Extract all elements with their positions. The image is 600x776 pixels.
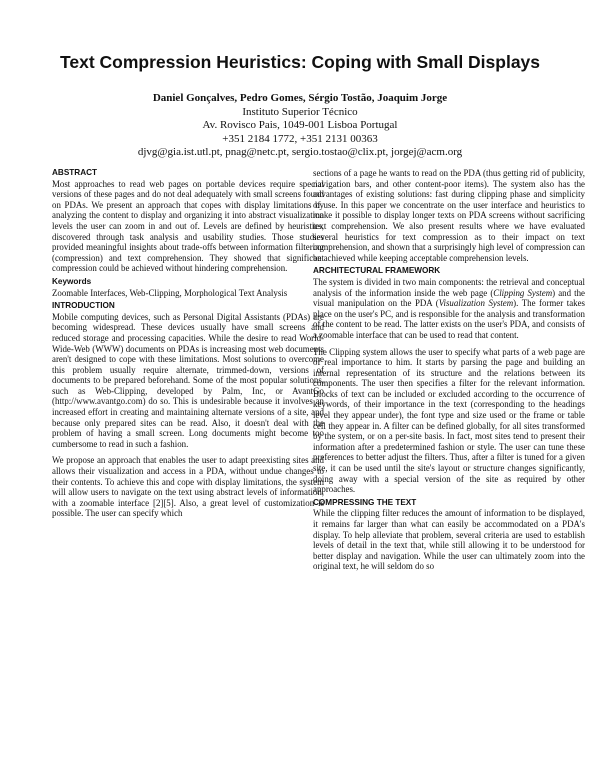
- compressing-heading: COMPRESSING THE TEXT: [313, 497, 417, 507]
- introduction-continued: sections of a page he wants to read on the PDA (thus getting rid of publicity, navigation bars, and other content-poor items). The system also has the advantages of existing solutions: fast during clipping phase and simplicity of use. In this paper we concentrate on the user interface and heuristics to make it possible to display longer texts on PDA screens without sacrificing text comprehension. We also present results where we have evaluated several heuristics for text compression as to their impact on text comprehension, and shown that a surprisingly high level of compression can be achieved while keeping acceptable comprehension levels.: [313, 168, 585, 263]
- architecture-paragraph-1: [313, 277, 585, 341]
- email-addresses: djvg@gia.ist.utl.pt, pnag@netc.pt, sergio.tostao@clix.pt, jorgej@acm.org: [137, 146, 463, 159]
- abstract-text: Most approaches to read web pages on portable devices require special versions of these pages and do not deal adequately with small screens found on PDAs. We present an approach that copes with display limitations by analyzing the content to display and organizing it into abstract visualization levels the user can zoom in and out of. Levels are defined by heuristics, discovered through task analysis and usability studies. Those studies provided meaningful insights about trade-offs between information filtering (compression) and text comprehension. They showed that significant compression could be achieved without hindering comprehension.: [52, 178, 324, 274]
- left-column: [52, 168, 324, 521]
- arch-text-c: ). The former takes place on the user's PC, and is responsible for the analysis and transformation of the content to be read. The latter exists on the user's PDA, and consists of a zoomable interface that can be used to read that content.: [313, 298, 585, 340]
- author-block: [0, 92, 600, 160]
- clipping-system-term: Clipping System: [493, 287, 553, 298]
- introduction-paragraph-2: We propose an approach that enables the user to adapt preexisting sites and allows their visualization and access in a PDA, without undue changes to their contents. To achieve this and cope with display limitations, the system will allow users to navigate on the text using abstract levels of information, with a zoomable interface [2][5]. Also, a great level of customization is possible. The user can specify which: [52, 455, 324, 519]
- introduction-paragraph-1: Mobile computing devices, such as Personal Digital Assistants (PDAs) are becoming widespread. These devices usually have small screens and reduced storage and processing capacities. While the desire to read World-Wide-Web (WWW) documents on PDAs is increasing most web documents aren't designed to cope with these limitations. Most solutions to overcome this problem usually require alternate, trimmed-down, versions of documents to be prepared beforehand. Some of the most popular solutions, such as Web-Clipping, developed by Palm, Inc, or AvantGo (http://www.avantgo.com) do so. This is undesirable because it involves an increased effort in creating and maintaining alternate versions of a site, and because only prepared sites can be read. Also, it doesn't deal with the problem of having a small screen. Long documents might become too cumbersome to read in such a fashion.: [52, 311, 324, 449]
- address: Av. Rovisco Pais, 1049-001 Lisboa Portugal: [202, 119, 398, 132]
- keywords-text: Zoomable Interfaces, Web-Clipping, Morphological Text Analysis: [52, 287, 288, 298]
- keywords-heading: Keywords: [52, 276, 92, 286]
- arch-text-b: ) and the visual manipulation on the PDA (: [313, 287, 585, 309]
- visualization-system-term: Visualization System: [438, 298, 514, 309]
- author-names: Daniel Gonçalves, Pedro Gomes, Sérgio Tostão, Joaquim Jorge: [152, 92, 448, 104]
- arch-text-a: The system is divided in two main components: the retrieval and conceptual analysis of the information inside the web page (: [313, 276, 585, 298]
- architecture-heading: ARCHITECTURAL FRAMEWORK: [313, 266, 441, 276]
- phone-numbers: +351 2184 1772, +351 2131 00363: [222, 132, 378, 145]
- affiliation: Instituto Superior Técnico: [242, 105, 358, 118]
- introduction-heading: INTRODUCTION: [52, 301, 115, 311]
- compressing-paragraph: While the clipping filter reduces the amount of information to be displayed, it remains far larger than what can easily be accommodated on a PDA's display. To help alleviate that problem, several criteria are used to establish levels of detail in the text that, while still allowing it to be understood for better display and navigation. While the user can ultimately zoom into the original text, he will seldom do so: [313, 508, 585, 572]
- architecture-paragraph-2: The Clipping system allows the user to specify what parts of a web page are of real importance to him. It starts by parsing the page and building an internal representation of its structure and the relations between its components. The user then specifies a filter for the relevant information. Blocks of text can be included or excluded according to the occurrence of keywords, of their importance in the text (corresponding to the headings level they appear under), the font type and size used or the frame or table cell they appear in. A filter can be defined globally, for all sites transformed by the system, or on a per-site basis. In fact, most sites tend to present their information after a predetermined fashion or style. The user can tune these preferences to better adjust the filters. Thus, after a filter is tuned for a given site, it can be used until the site's layout or structure changes significantly, doing away with a special version of the site as required by other approaches.: [313, 346, 585, 495]
- right-column: [313, 168, 585, 574]
- abstract-heading: ABSTRACT: [52, 168, 98, 177]
- paper-title: Text Compression Heuristics: Coping with Small Displays: [59, 52, 541, 72]
